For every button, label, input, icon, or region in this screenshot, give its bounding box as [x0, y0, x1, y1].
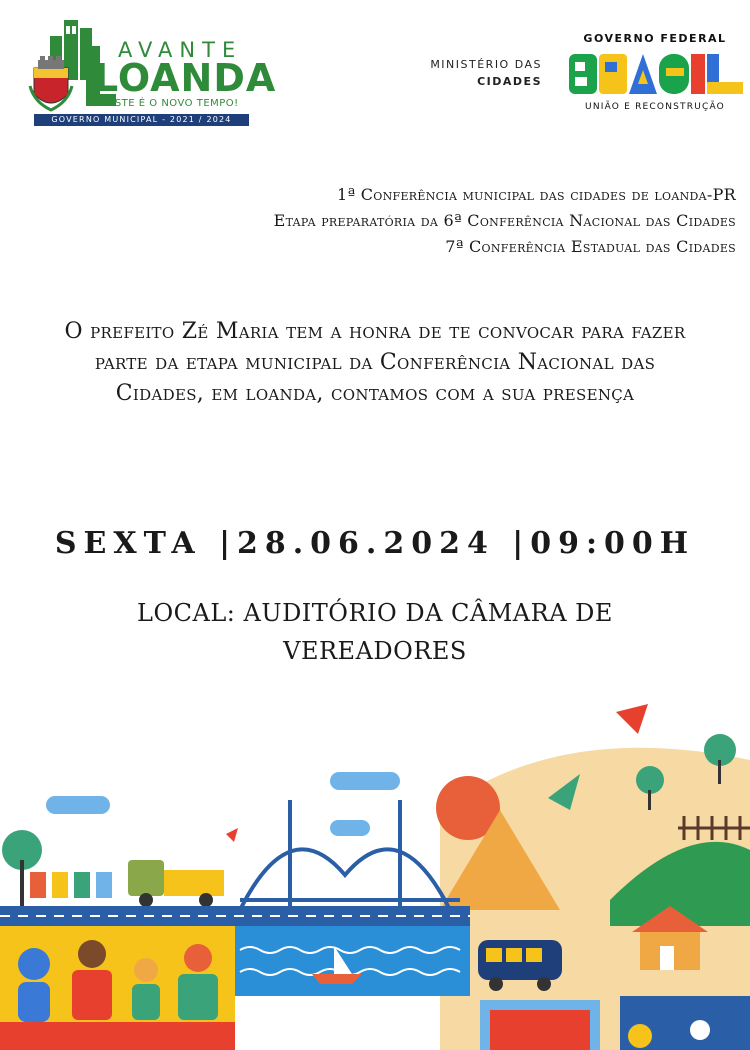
invitation-text: O prefeito Zé Maria tem a honra de te convocar para fazer parte da etapa municipal da Conferência Nacional das Cidades, em loanda, contamos com a sua presença [64, 319, 686, 406]
river-shape [235, 926, 470, 996]
bridge-icon [240, 800, 460, 910]
event-datetime: SEXTA |28.06.2024 |09:00H [54, 526, 696, 561]
conference-titles [274, 182, 736, 260]
event-location: LOCAL: AUDITÓRIO DA CÂMARA DE VEREADORES [137, 599, 613, 665]
brasil-logo-bottom: UNIÃO E RECONSTRUÇÃO [585, 102, 725, 112]
tree-icon [636, 766, 664, 794]
conference-line1: 1ª Conferência municipal das cidades de loanda-PR [336, 185, 736, 204]
truck-icon [128, 860, 224, 907]
logo-slogan: ESTE É O NOVO TEMPO! [108, 98, 239, 109]
cloud-icon [46, 796, 110, 814]
brasil-wordmark-icon [569, 50, 745, 98]
ministry-label [400, 56, 542, 90]
logo-avante-text: AVANTE [118, 38, 243, 62]
ministry-line1: MINISTÉRIO DAS [430, 58, 542, 71]
governo-federal-logo [565, 32, 745, 116]
conference-line2: Etapa preparatória da 6ª Conferência Nacional das Cidades [273, 211, 736, 230]
cloud-icon [330, 820, 370, 836]
ministry-line2: CIDADES [477, 75, 542, 88]
kite-icon [616, 704, 648, 734]
brasil-logo-top: GOVERNO FEDERAL [583, 32, 727, 45]
kite-icon [226, 828, 238, 842]
logo-gov-bar: GOVERNO MUNICIPAL - 2021 / 2024 [34, 114, 249, 126]
city-illustration [0, 700, 750, 1050]
conference-line3: 7ª Conferência Estadual das Cidades [445, 237, 736, 256]
cloud-icon [330, 772, 400, 790]
avante-loanda-logo [28, 16, 277, 128]
logo-loanda-text: LOANDA [94, 56, 277, 100]
